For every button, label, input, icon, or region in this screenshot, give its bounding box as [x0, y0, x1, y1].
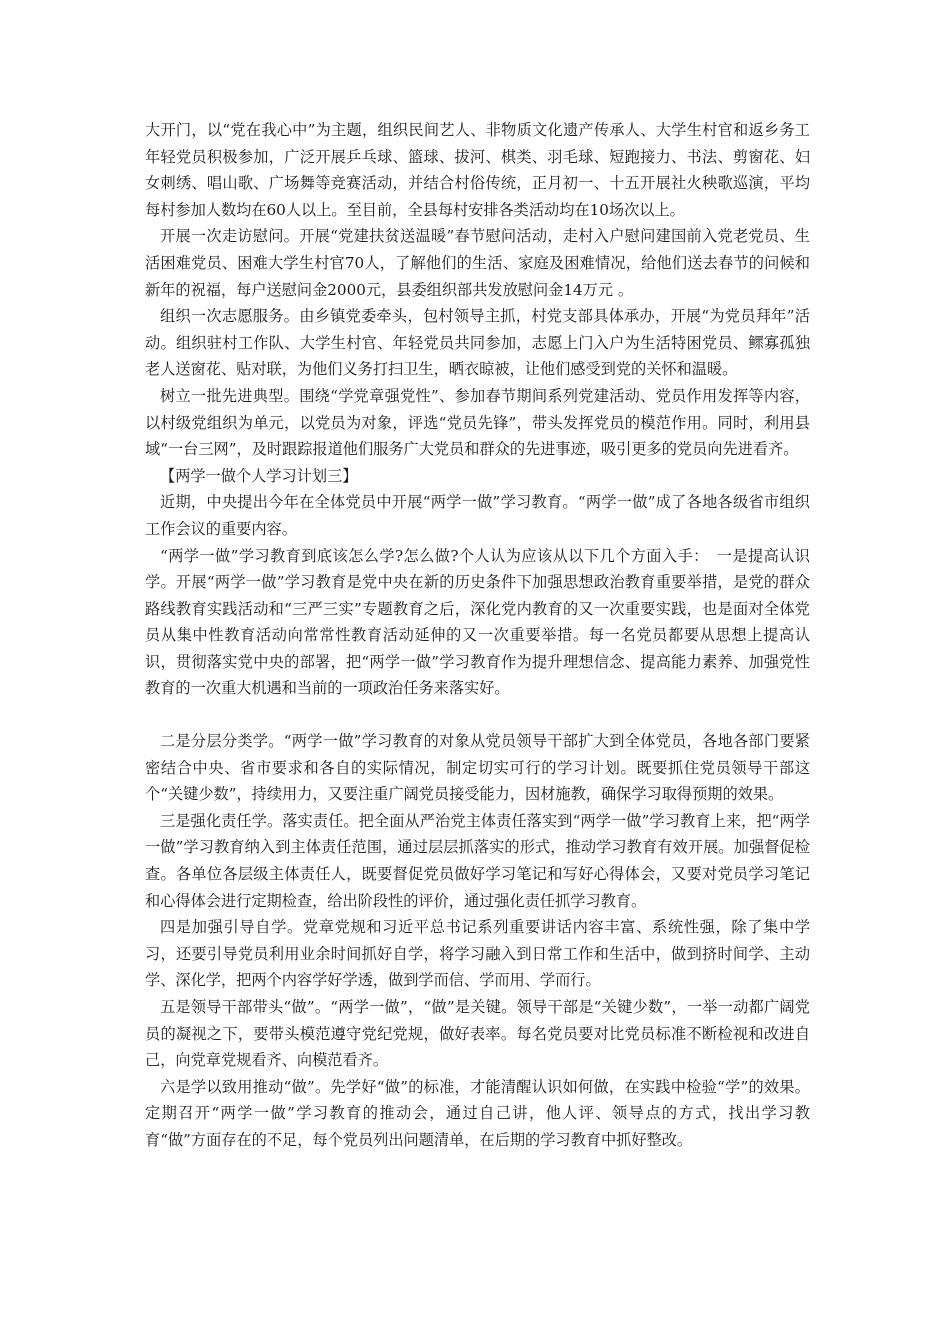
- paragraph-activities: 大开门，以“党在我心中”为主题，组织民间艺人、非物质文化遗产传承人、大学生村官和返乡务工年轻党员积极参加，广泛开展乒乓球、篮球、拔河、棋类、羽毛球、短跑接力、书法、剪窗花、妇女刺绣、唱山歌、广场舞等竞赛活动，并结合村俗传统，正月初一、十五开展社火秧歌巡演，平均每村参加人数均在60人以上。至目前，全县每村安排各类活动均在10场次以上。: [145, 121, 810, 219]
- document-body: [145, 117, 810, 1154]
- paragraph-point-six: 六是学以致用推动“做”。先学好“做”的标准，才能清醒认识如何做，在实践中检验“学”的效果。定期召开“两学一做”学习教育的推动会，通过自己讲，他人评、领导点的方式，找出学习教育“做”方面存在的不足，每个党员列出问题清单，在后期的学习教育中抓好整改。: [145, 1077, 810, 1149]
- section-heading: 【两学一做个人学习计划三】: [160, 466, 358, 485]
- paragraph-volunteer: 组织一次志愿服务。由乡镇党委牵头，包村领导主抓，村党支部具体承办，开展“为党员拜年”活动。组织驻村工作队、大学生村官、年轻党员共同参加，志愿上门入户为生活特困党员、鳏寡孤独老人送窗花、贴对联，为他们义务打扫卫生，晒衣晾被，让他们感受到党的关怀和温暖。: [145, 307, 810, 379]
- paragraph-point-five: 五是领导干部带头“做”。“两学一做”，“做”是关键。领导干部是“关键少数”，一举一动都广阔党员的凝视之下，要带头模范遵守党纪党规，做好表率。每名党员要对比党员标准不断检视和改进自己，向党章党规看齐、向模范看齐。: [145, 998, 810, 1070]
- paragraph-point-two: 二是分层分类学。“两学一做”学习教育的对象从党员领导干部扩大到全体党员，各地各部门要紧密结合中央、省市要求和各自的实际情况，制定切实可行的学习计划。既要抓住党员领导干部这个“关键少数”，持续用力，又要注重广阔党员接受能力，因材施教，确保学习取得预期的效果。: [145, 732, 810, 804]
- paragraph-spacer: [145, 702, 810, 728]
- paragraph-point-three: 三是强化责任学。落实责任。把全面从严治党主体责任落实到“两学一做”学习教育上来，把“两学一做”学习教育纳入到主体责任范围，通过层层抓落实的形式，推动学习教育有效开展。加强督促检查。各单位各层级主体责任人，既要督促党员做好学习笔记和写好心得体会，又要对党员学习笔记和心得体会进行定期检查，给出阶段性的评价，通过强化责任抓学习教育。: [145, 811, 810, 910]
- paragraph-point-one: “两学一做”学习教育到底该怎么学?怎么做?个人认为应该从以下几个方面入手： 一是提高认识学。开展“两学一做”学习教育是党中央在新的历史条件下加强思想政治教育重要举措，是党的群众路线教育实践活动和“三严三实”专题教育之后，深化党内教育的又一次重要实践，也是面对全体党员从集中性教育活动向常常性教育活动延伸的又一次重要举措。每一名党员都要从思想上提高认识，贯彻落实党中央的部署，把“两学一做”学习教育作为提升理想信念、提高能力素养、加强党性教育的一次重大机遇和当前的一项政治任务来落实好。: [145, 546, 810, 698]
- paragraph-point-four: 四是加强引导自学。党章党规和习近平总书记系列重要讲话内容丰富、系统性强，除了集中学习，还要引导党员利用业余时间抓好自学，将学习融入到日常工作和生活中，做到挤时间学、主动学、深化学，把两个内容学好学透，做到学而信、学而用、学而行。: [145, 918, 810, 990]
- paragraph-models: 树立一批先进典型。围绕“学党章强党性”、参加春节期间系列党建活动、党员作用发挥等内容，以村级党组织为单元，以党员为对象，评选“党员先锋”，带头发挥党员的模范作用。同时，利用县域“一台三网”，及时跟踪报道他们服务广大党员和群众的先进事迹，吸引更多的党员向先进看齐。: [145, 386, 810, 459]
- paragraph-intro: 近期，中央提出今年在全体党员中开展“两学一做”学习教育。“两学一做”成了各地各级省市组织工作会议的重要内容。: [145, 493, 810, 538]
- paragraph-visits: 开展一次走访慰问。开展“党建扶贫送温暖”春节慰问活动，走村入户慰问建国前入党老党员、生活困难党员、困难大学生村官70人，了解他们的生活、家庭及困难情况，给他们送去春节的问候和新年的祝福，每户送慰问金2000元，县委组织部共发放慰问金14万元 。: [145, 227, 810, 299]
